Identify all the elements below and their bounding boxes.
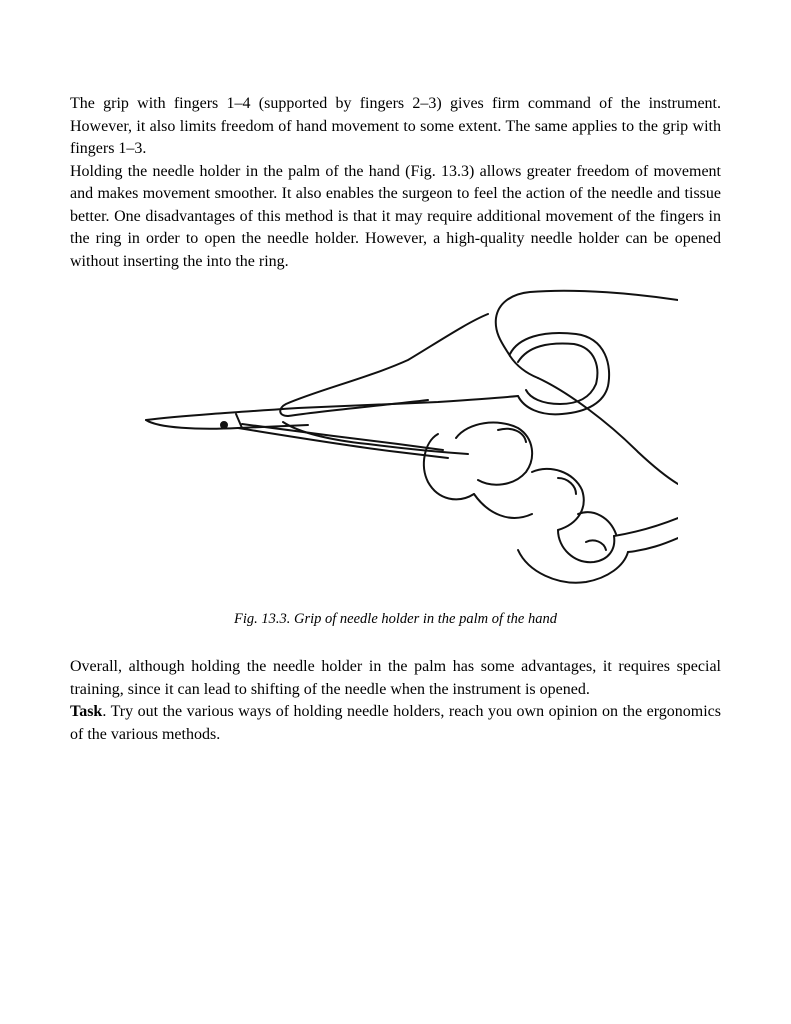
figure-13-3: [138, 282, 678, 602]
hand-holding-needle-holder-illustration: [138, 282, 678, 602]
intro-text: [70, 93, 721, 273]
figure-caption: Fig. 13.3. Grip of needle holder in the palm of the hand: [234, 611, 557, 627]
paragraph-overall: Overall, although holding the needle holder in the palm has some advantages, it requires special training, since it can lead to shifting of the needle when the instrument is opened.: [70, 658, 721, 698]
task-label: Task: [70, 703, 103, 720]
conclusion-text: [70, 656, 721, 746]
paragraph-grip-fingers: The grip with fingers 1–4 (supported by fingers 2–3) gives firm command of the instrument. However, it also limits freedom of hand movement to some extent. The same applies to the grip with fingers 1–3.: [70, 95, 721, 157]
task-text: . Try out the various ways of holding needle holders, reach you own opinion on the ergonomics of the various methods.: [70, 703, 721, 743]
paragraph-task: [70, 701, 721, 746]
paragraph-palm-grip: Holding the needle holder in the palm of the hand (Fig. 13.3) allows greater freedom of movement and makes movement smoother. It also enables the surgeon to feel the action of the needle and tissue better. One disadvantages of this method is that it may require additional movement of the fingers in the ring in order to open the needle holder. However, a high-quality needle holder can be opened without inserting the into the ring.: [70, 162, 721, 270]
